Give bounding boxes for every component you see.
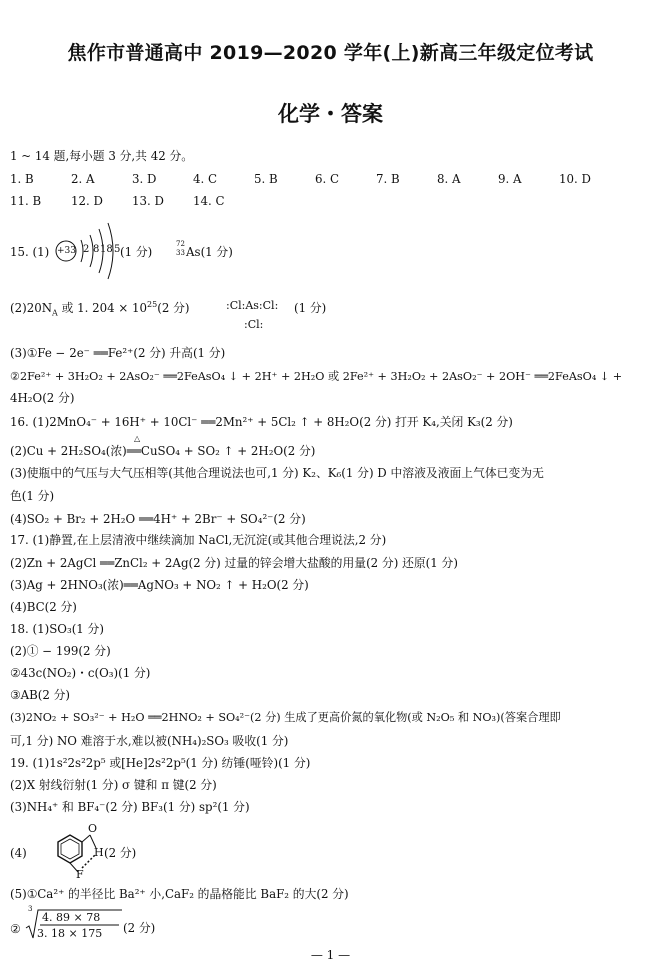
- q15-part3-line3: 4H₂O(2 分): [10, 391, 75, 405]
- q17-line2: (2)Zn + 2AgCl ══ZnCl₂ + 2Ag(2 分) 过量的锌会增大盐酸的用量(2 分) 还原(1 分): [10, 556, 458, 570]
- mc-answer: 6. C: [315, 172, 340, 186]
- fraction-denominator: 3. 18 × 175: [37, 927, 103, 940]
- mc-answer: 8. A: [437, 172, 461, 186]
- q15-part2-sup: 25: [147, 300, 158, 310]
- q18-line1: 18. (1)SO₃(1 分): [10, 622, 104, 636]
- mc-answer: 4. C: [193, 172, 218, 186]
- q16-line3: (3)使瓶中的气压与大气压相等(其他合理说法也可,1 分) K₂、K₆(1 分) D 中溶液及液面上气体已变为无: [10, 466, 544, 480]
- q15-part2-sub: A: [52, 308, 58, 318]
- page-title: 焦作市普通高中 2019—2020 学年(上)新高三年级定位考试: [67, 42, 594, 64]
- atom-shell-2: 8: [93, 244, 100, 255]
- q15-part2-text2: 或 1. 204 × 10: [57, 301, 148, 315]
- mc-answer: 1. B: [10, 172, 34, 186]
- heat-symbol: △: [134, 434, 141, 443]
- mc-row-2: [10, 193, 254, 209]
- q17-line1: 17. (1)静置,在上层清液中继续滴加 NaCl,无沉淀(或其他合理说法,2 分): [10, 533, 387, 547]
- atom-nucleus-charge: +33: [57, 246, 76, 256]
- lewis-structure-bottom: :Cl:: [244, 318, 264, 331]
- mc-answer: 3. D: [132, 172, 157, 186]
- q15-part2-score: (2 分): [157, 301, 190, 315]
- q16-line1: 16. (1)2MnO₄⁻ + 16H⁺ + 10Cl⁻ ══2Mn²⁺ + 5Cl₂ ↑ + 8H₂O(2 分) 打开 K₄,关闭 K₃(2 分): [10, 415, 513, 429]
- q15-part1-score: (1 分): [120, 245, 153, 259]
- q16-line2: (2)Cu + 2H₂SO₄(浓)══CuSO₄ + SO₂ ↑ + 2H₂O(2 分): [10, 444, 316, 458]
- q18-line6: 可,1 分) NO 难溶于水,难以被(NH₄)₂SO₃ 吸收(1 分): [10, 734, 289, 748]
- q19-part5-2-label: ②: [10, 922, 21, 936]
- lewis-score: (1 分): [294, 301, 327, 315]
- mc-answer: 7. B: [376, 172, 400, 186]
- q18-line2: (2)① − 199(2 分): [10, 644, 111, 658]
- q18-line3: ②43c(NO₂)・c(O₃)(1 分): [10, 666, 151, 680]
- q19-part5-2-score: (2 分): [123, 921, 156, 935]
- isotope-symbol: As(1 分): [186, 245, 233, 259]
- q19-part4-score: (2 分): [104, 846, 137, 860]
- atom-shell-1: 2: [83, 244, 90, 255]
- page-number: — 1 —: [310, 948, 351, 962]
- molecule-fluorine: F: [76, 868, 84, 881]
- mc-answer: 12. D: [71, 194, 103, 208]
- q15-part2: [10, 300, 190, 316]
- q17-line4: (4)BC(2 分): [10, 600, 77, 614]
- q19-line3: (3)NH₄⁺ 和 BF₄⁻(2 分) BF₃(1 分) sp²(1 分): [10, 800, 250, 814]
- q19-part4-label: (4): [10, 846, 27, 860]
- q19-line1: 19. (1)1s²2s²2p⁵ 或[He]2s²2p⁵(1 分) 纺锤(哑铃)(1 分): [10, 756, 311, 770]
- mc-answer: 9. A: [498, 172, 522, 186]
- q15-part1-label: 15. (1): [10, 245, 50, 259]
- mc-row-1: [10, 171, 620, 187]
- q18-line4: ③AB(2 分): [10, 688, 71, 702]
- q17-line3: (3)Ag + 2HNO₃(浓)══AgNO₃ + NO₂ ↑ + H₂O(2 分): [10, 578, 309, 592]
- mc-answer: 2. A: [71, 172, 95, 186]
- q15-part3-line1: (3)①Fe − 2e⁻ ══Fe²⁺(2 分) 升高(1 分): [10, 346, 226, 360]
- q19-line2: (2)X 射线衍射(1 分) σ 键和 π 键(2 分): [10, 778, 217, 792]
- q18-line5: (3)2NO₂ + SO₃²⁻ + H₂O ══2HNO₂ + SO₄²⁻(2 分) 生成了更高价氮的氧化物(或 N₂O₅ 和 NO₃)(答案合理即: [10, 711, 561, 724]
- q15-part3-line2: ②2Fe²⁺ + 3H₂O₂ + 2AsO₂⁻ ══2FeAsO₄ ↓ + 2H⁺ + 2H₂O 或 2Fe²⁺ + 3H₂O₂ + 2AsO₂⁻ + 2OH⁻ ══2FeAsO₄ ↓ +: [10, 370, 623, 383]
- mc-answer: 14. C: [193, 194, 225, 208]
- q16-line5: (4)SO₂ + Br₂ + 2H₂O ══4H⁺ + 2Br⁻ + SO₄²⁻(2 分): [10, 512, 306, 526]
- page-subtitle: 化学・答案: [278, 102, 383, 126]
- isotope-mass-number: 72: [176, 240, 185, 248]
- q16-line4: 色(1 分): [10, 489, 55, 503]
- q15-part2-text: (2)20N: [10, 301, 53, 315]
- lewis-structure-top: :Cl:As:Cl:: [226, 299, 279, 312]
- mc-answer: 10. D: [559, 172, 591, 186]
- molecule-oxygen: O: [88, 822, 98, 835]
- atom-shell-4: 5: [114, 244, 121, 255]
- molecule-hydrogen: H: [94, 846, 104, 859]
- fraction-numerator: 4. 89 × 78: [42, 911, 101, 924]
- mc-answer: 13. D: [132, 194, 164, 208]
- atom-shell-3: 18: [100, 244, 113, 255]
- q19-line5: (5)①Ca²⁺ 的半径比 Ba²⁺ 小,CaF₂ 的晶格能比 BaF₂ 的大(2 分): [10, 887, 349, 901]
- mc-answer: 5. B: [254, 172, 278, 186]
- mc-answer: 11. B: [10, 194, 42, 208]
- isotope-atomic-number: 33: [176, 249, 185, 257]
- mc-intro: 1 ~ 14 题,每小题 3 分,共 42 分。: [10, 149, 194, 163]
- root-index: 3: [28, 905, 33, 913]
